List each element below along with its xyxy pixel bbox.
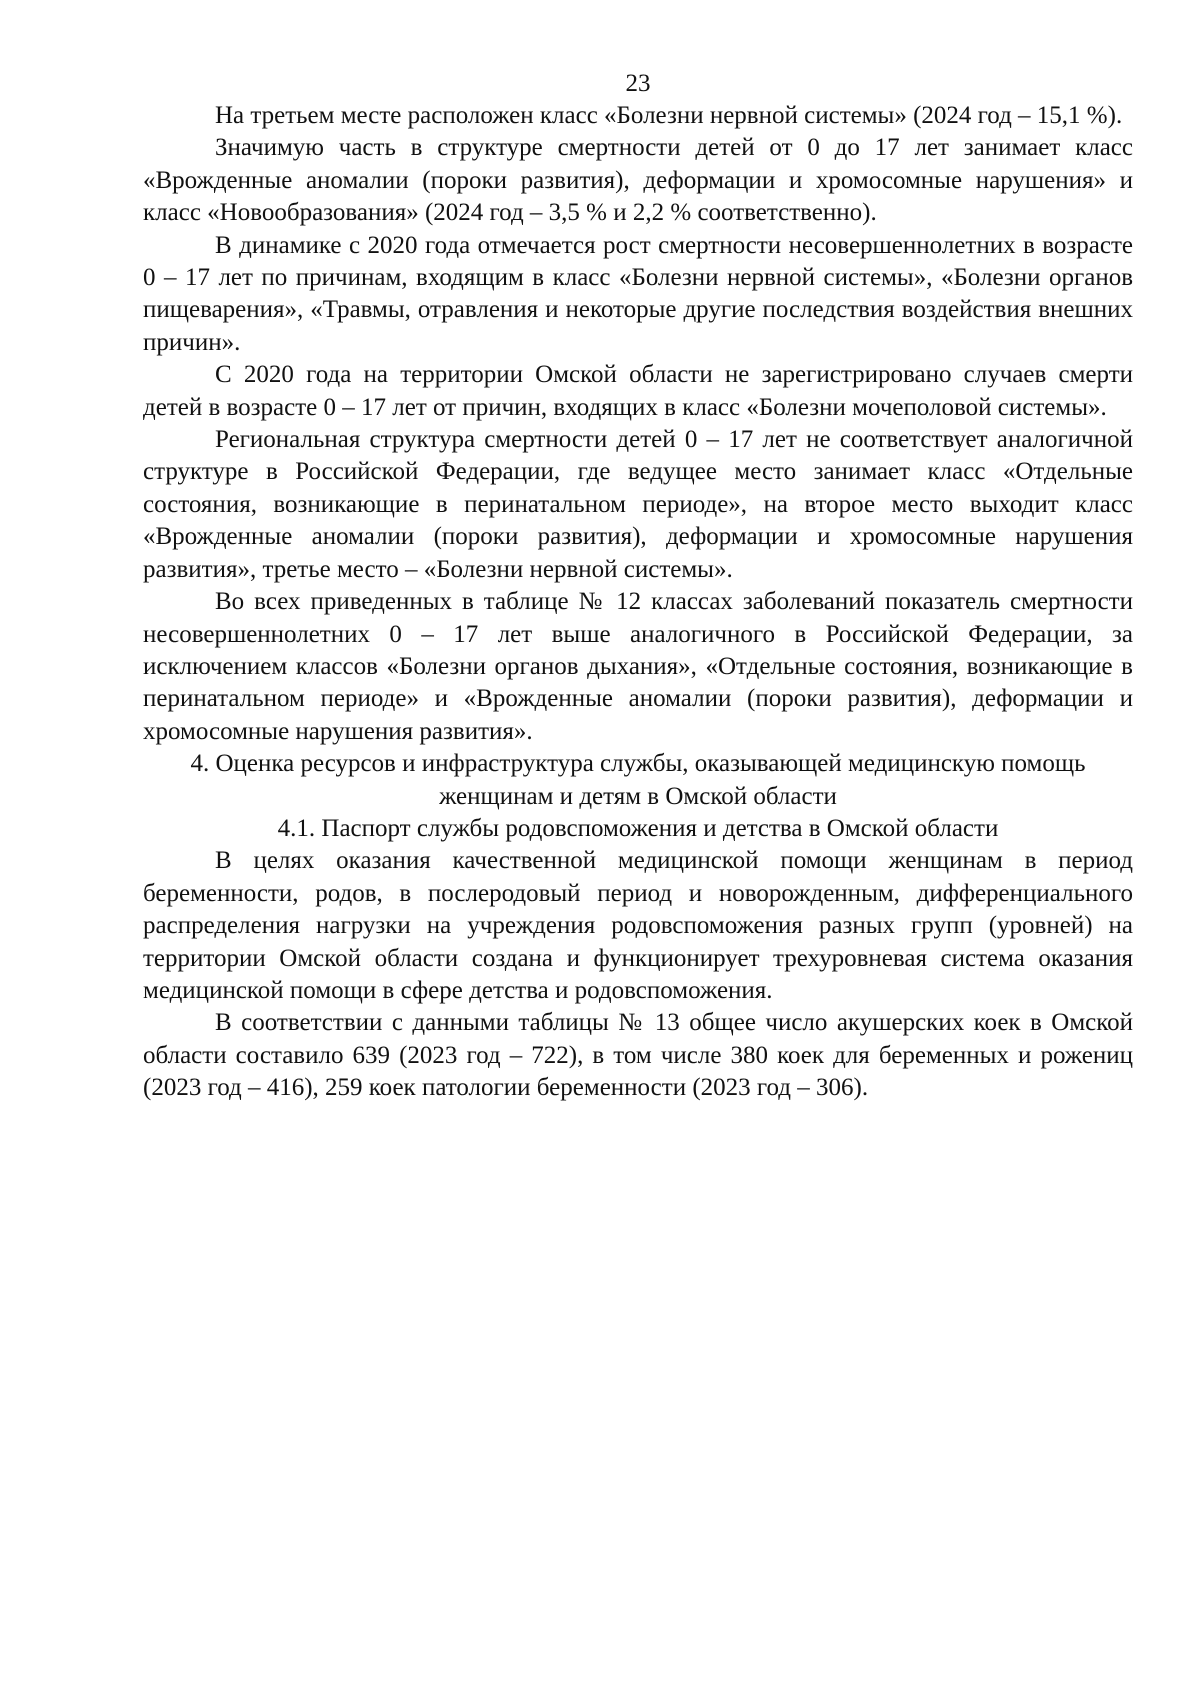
subsection-heading: 4.1. Паспорт службы родовспоможения и детства в Омской области xyxy=(277,814,999,842)
section-heading: 4. Оценка ресурсов и инфраструктура службы, оказывающей медицинскую помощь женщинам и детям в Омской области xyxy=(190,750,1086,810)
paragraph: Во всех приведенных в таблице № 12 классах заболеваний показатель смертности несовершеннолетних 0 – 17 лет выше аналогичного в Российской Федерации, за исключением классов «Болезни органов дыхания», «Отдельные состояния, возникающие в перинатальном периоде» и «Врожденные аномалии (пороки развития), деформации и хромосомные нарушения развития». xyxy=(143,588,1133,745)
paragraph: Значимую часть в структуре смертности детей от 0 до 17 лет занимает класс «Врожденные аномалии (пороки развития), деформации и хромосомные нарушения» и класс «Новообразования» (2024 год – 3,5 % и 2,2 % соответственно). xyxy=(143,134,1133,227)
paragraph: На третьем месте расположен класс «Болезни нервной системы» (2024 год – 15,1 %). xyxy=(215,102,1123,129)
paragraph: В соответствии с данными таблицы № 13 общее число акушерских коек в Омской области составило 639 (2023 год – 722), в том числе 380 коек для беременных и рожениц (2023 год – 416), 259 коек патологии беременности (2023 год – 306). xyxy=(143,1009,1133,1102)
paragraph: В целях оказания качественной медицинской помощи женщинам в период беременности, родов, в послеродовый период и новорожденным, дифференциального распределения нагрузки на учреждения родовспоможения разных групп (уровней) на территории Омской области создана и функционирует трехуровневая система оказания медицинской помощи в сфере детства и родовспоможения. xyxy=(143,847,1133,1004)
paragraph: С 2020 года на территории Омской области не зарегистрировано случаев смерти детей в возрасте 0 – 17 лет от причин, входящих в класс «Болезни мочеполовой системы». xyxy=(143,361,1133,421)
document-page xyxy=(143,60,1133,1105)
paragraph: В динамике с 2020 года отмечается рост смертности несовершеннолетних в возрасте 0 – 17 лет по причинам, входящим в класс «Болезни нервной системы», «Болезни органов пищеварения», «Травмы, отравления и некоторые другие последствия воздействия внешних причин». xyxy=(143,231,1133,356)
page-number: 23 xyxy=(625,70,651,97)
paragraph: Региональная структура смертности детей 0 – 17 лет не соответствует аналогичной структуре в Российской Федерации, где ведущее место занимает класс «Отдельные состояния, возникающие в перинатальном периоде», на второе место выходит класс «Врожденные аномалии (пороки развития), деформации и хромосомные нарушения развития», третье место – «Болезни нервной системы». xyxy=(143,426,1133,583)
